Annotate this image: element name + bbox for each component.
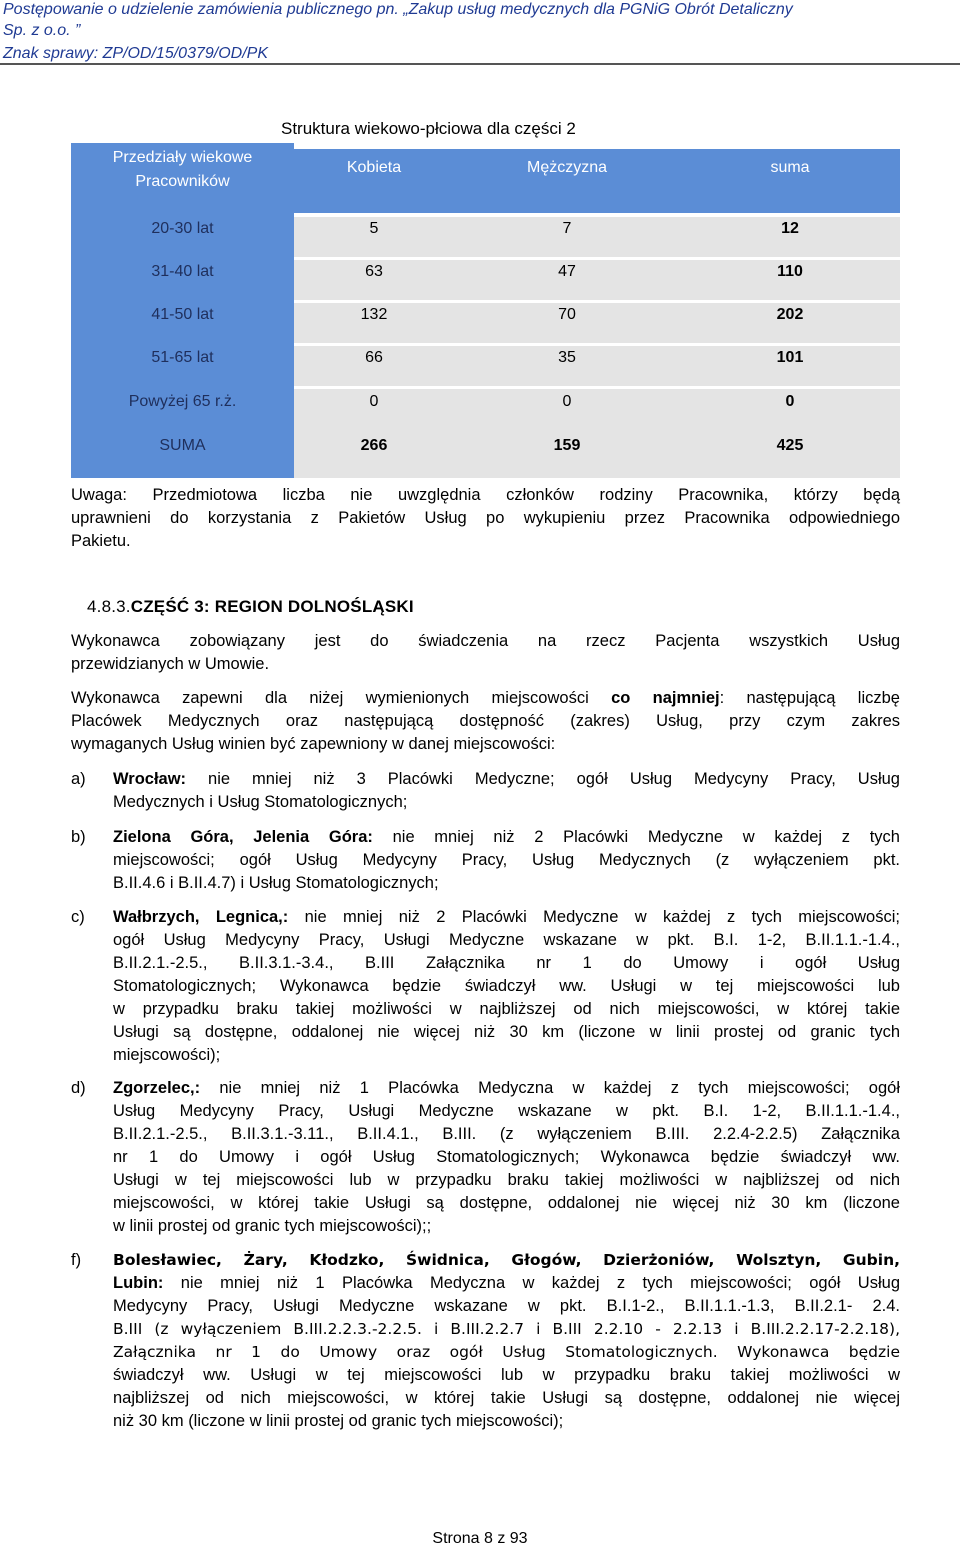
- age-gender-table: [71, 113, 900, 478]
- cell-mezczyzna: 0: [562, 393, 572, 410]
- row-label: 51-65 lat: [151, 349, 214, 366]
- list-label: a): [71, 770, 86, 788]
- cell-mezczyzna: 7: [562, 220, 572, 237]
- corner-header-line-1: Przedziały wiekowe: [112, 149, 253, 166]
- cell-suma: 425: [776, 437, 804, 454]
- cell-suma: 110: [777, 263, 803, 280]
- emphasis: co najmniej: [611, 689, 720, 707]
- header-divider: [0, 63, 960, 65]
- cell-kobieta: 5: [369, 220, 379, 237]
- cell-kobieta: 266: [360, 437, 388, 454]
- paragraph-line: wymaganych Usług winien być zapewniony w danej miejscowości:: [71, 735, 556, 753]
- cell-kobieta: 66: [365, 349, 383, 366]
- cell-kobieta: 63: [365, 263, 383, 280]
- cell-mezczyzna: 35: [558, 349, 576, 366]
- cell-suma: 202: [776, 306, 804, 323]
- paragraph-line: przewidzianych w Umowie.: [71, 655, 270, 673]
- document-header: [0, 0, 960, 66]
- note-line: Pakietu.: [71, 532, 131, 550]
- cell-suma: 0: [785, 393, 795, 410]
- section-paragraph-1: [71, 630, 900, 676]
- cell-mezczyzna: 159: [553, 437, 581, 454]
- section-paragraph-2: [71, 687, 900, 756]
- header-line-1: Postępowanie o udzielenie zamówienia publicznego pn. „Zakup usług medycznych dla PGNiG Obrót Detaliczny: [3, 1, 793, 18]
- list-label: c): [71, 908, 85, 926]
- header-line-2: Sp. z o.o. ”: [3, 22, 81, 39]
- section-heading: [87, 597, 414, 617]
- page-number: Strona 8 z 93: [432, 1530, 528, 1547]
- cell-mezczyzna: 47: [558, 263, 576, 280]
- cell-kobieta: 132: [360, 306, 388, 323]
- paragraph-line: Wykonawca zapewni dla niżej wymienionych miejscowości co najmniej: następującą liczbę: [71, 689, 900, 707]
- cell-mezczyzna: 70: [558, 306, 576, 323]
- corner-header-line-2: Pracowników: [135, 173, 230, 190]
- cell-suma: 101: [776, 349, 804, 366]
- section-title: CZĘŚĆ 3: REGION DOLNOŚLĄSKI: [130, 597, 414, 616]
- table-note: [71, 484, 900, 553]
- cell-kobieta: 0: [369, 393, 379, 410]
- row-label: Powyżej 65 r.ż.: [128, 393, 237, 410]
- list-label: b): [71, 828, 86, 846]
- note-line: Uwaga: Przedmiotowa liczba nie uwzględnia członków rodziny Pracownika, którzy będą: [71, 486, 900, 504]
- row-label: SUMA: [159, 437, 206, 454]
- list-label: f): [71, 1251, 82, 1269]
- case-number: Znak sprawy: ZP/OD/15/0379/OD/PK: [3, 45, 268, 62]
- column-header-kobieta: Kobieta: [346, 159, 402, 176]
- row-label: 41-50 lat: [151, 306, 214, 323]
- section-number: 4.8.3.: [87, 597, 131, 616]
- row-label: 31-40 lat: [151, 263, 214, 280]
- column-header-mezczyzna: Mężczyzna: [526, 159, 608, 176]
- paragraph-line: Wykonawca zobowiązany jest do świadczenia na rzecz Pacjenta wszystkich Usług: [71, 632, 900, 650]
- table-title: Struktura wiekowo-płciowa dla części 2: [281, 119, 576, 138]
- column-header-suma: suma: [770, 159, 810, 176]
- cell-suma: 12: [781, 220, 799, 237]
- list-label: d): [71, 1079, 86, 1097]
- row-label: 20-30 lat: [151, 220, 214, 237]
- paragraph-line: Placówek Medycznych oraz następującą dostępność (zakres) Usług, przy czym zakres: [71, 712, 900, 730]
- note-line: uprawnieni do korzystania z Pakietów Usług po wykupieniu przez Pracownika odpowiedniego: [71, 509, 900, 527]
